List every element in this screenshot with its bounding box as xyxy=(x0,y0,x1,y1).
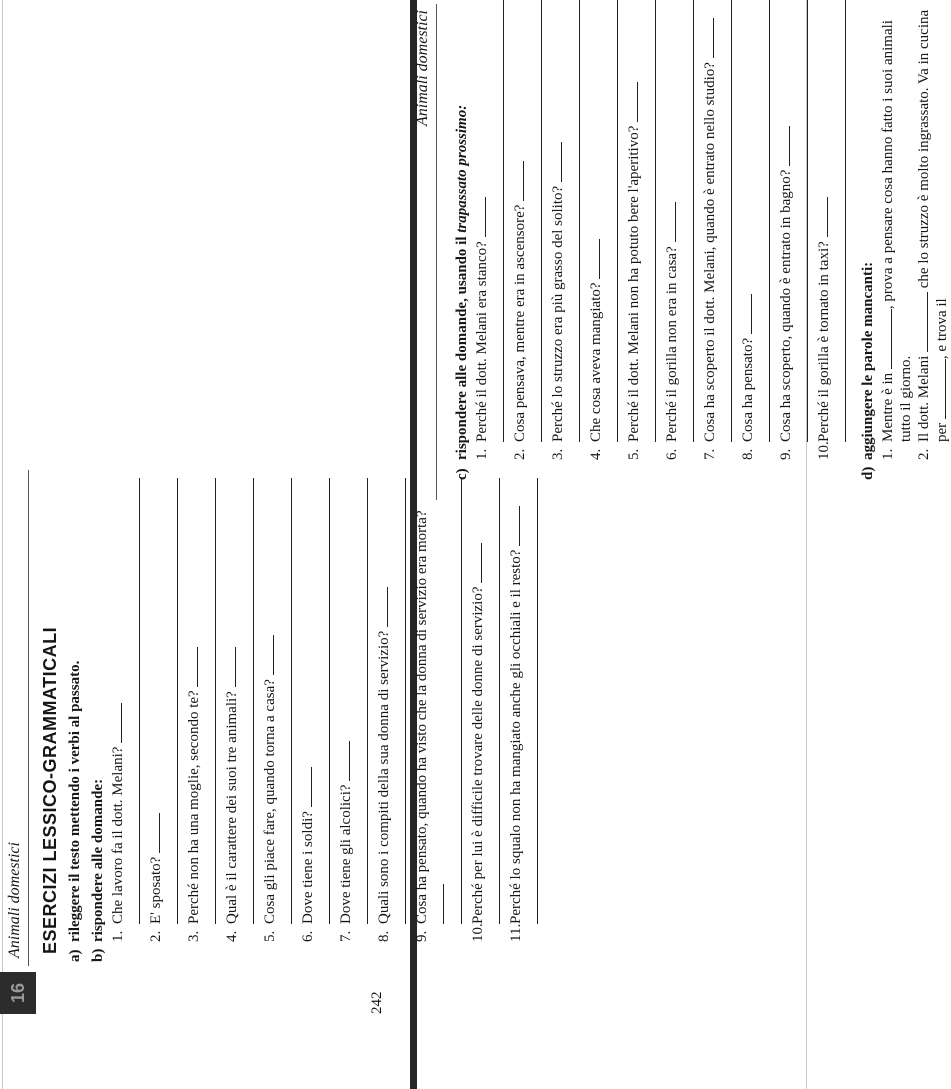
question-item xyxy=(223,478,241,942)
question-text: Dove tiene gli alcolici? xyxy=(338,784,354,924)
answer-line[interactable] xyxy=(807,0,808,442)
question-item xyxy=(511,0,529,460)
question-item xyxy=(587,0,605,460)
question-item xyxy=(549,0,567,460)
section-d xyxy=(860,0,877,480)
answer-blank[interactable] xyxy=(777,126,790,166)
fill-blank[interactable] xyxy=(879,309,892,369)
question-text: Perché il dott. Melani era stanco? xyxy=(474,241,490,442)
question-text: Dove tiene i soldi? xyxy=(300,811,316,924)
question-number: 9. xyxy=(778,448,794,460)
question-text: Che lavoro fa il dott. Melani? xyxy=(110,746,126,924)
section-a-text: rileggere il testo mettendo i verbi al passato. xyxy=(67,660,83,942)
fill-blank[interactable] xyxy=(915,292,928,352)
item-text: , prova a pensare cosa hanno fatto i suoi animali tutto il giorno. xyxy=(880,20,914,442)
running-head: Animali domestici xyxy=(414,10,431,126)
answer-line[interactable] xyxy=(367,478,368,924)
section-b-text: rispondere alle domande: xyxy=(90,778,106,942)
header-rule xyxy=(28,470,29,966)
answer-blank[interactable] xyxy=(299,767,312,807)
answer-line[interactable] xyxy=(139,478,140,924)
answer-line[interactable] xyxy=(537,478,538,924)
item-text: che lo struzzo è molto ingrassato. Va in cucina per xyxy=(916,9,950,442)
question-text: Quali sono i compiti della sua donna di servizio? xyxy=(376,630,392,924)
question-number: 3. xyxy=(550,448,566,460)
answer-line[interactable] xyxy=(845,0,846,442)
question-text: Cosa ha pensato, quando ha visto che la donna di servizio era morta? xyxy=(414,510,430,924)
item-text: Mentre è in xyxy=(880,372,896,442)
question-number: 10. xyxy=(470,923,486,942)
question-item xyxy=(469,478,487,942)
question-text: Perché non ha una moglie, secondo te? xyxy=(186,690,202,924)
page-243 xyxy=(408,0,950,500)
answer-blank[interactable] xyxy=(375,587,388,627)
question-item xyxy=(815,0,833,460)
answer-blank[interactable] xyxy=(147,813,160,853)
answer-blank[interactable] xyxy=(473,197,486,237)
question-number: 1. xyxy=(110,930,126,942)
answer-blank[interactable] xyxy=(587,239,600,279)
question-number: 6. xyxy=(300,930,316,942)
answer-blank[interactable] xyxy=(549,142,562,182)
item-number: 1. xyxy=(880,448,896,460)
question-text: Perché lo struzzo era più grasso del solito? xyxy=(550,185,566,442)
question-number: 3. xyxy=(186,930,202,942)
answer-line[interactable] xyxy=(253,478,254,924)
page-number: 242 xyxy=(369,991,385,1014)
page-body xyxy=(40,478,545,962)
answer-blank[interactable] xyxy=(663,203,676,243)
section-c-text: rispondere alle domande, usando il xyxy=(454,236,470,460)
fill-blank[interactable] xyxy=(933,359,946,419)
answer-line[interactable] xyxy=(541,0,542,442)
answer-blank[interactable] xyxy=(739,294,752,334)
section-marker: d) xyxy=(860,466,876,480)
question-item xyxy=(625,0,643,460)
section-marker: a) xyxy=(67,949,83,962)
fill-item xyxy=(879,0,915,460)
answer-line[interactable] xyxy=(499,478,500,924)
question-text: Perché per lui è difficile trovare delle donne di servizio? xyxy=(470,586,486,924)
answer-line[interactable] xyxy=(617,0,618,442)
answer-line[interactable] xyxy=(693,0,694,442)
item-text: , e trova il xyxy=(934,298,950,360)
question-item xyxy=(337,478,355,942)
answer-line[interactable] xyxy=(769,0,770,442)
section-c-emphasis: trapassato prossimo: xyxy=(454,104,470,233)
answer-blank[interactable] xyxy=(701,18,714,58)
section-c xyxy=(454,0,471,480)
exercise-title: ESERCIZI LESSICO-GRAMMATICALI xyxy=(40,626,60,954)
answer-line[interactable] xyxy=(177,478,178,924)
page-242 xyxy=(0,470,524,1014)
question-number: 8. xyxy=(740,448,756,460)
question-text: Perché lo squalo non ha mangiato anche gli occhiali e il resto? xyxy=(508,549,524,924)
answer-blank[interactable] xyxy=(185,647,198,687)
question-text: E' sposato? xyxy=(148,856,164,924)
question-text: Perché il gorilla è tornato in taxi? xyxy=(816,241,832,442)
answer-line[interactable] xyxy=(655,0,656,442)
question-number: 4. xyxy=(588,448,604,460)
question-text: Cosa ha scoperto il dott. Melani, quando è entrato nello studio? xyxy=(702,62,718,442)
section-d-text: aggiungere le parole mancanti: xyxy=(860,261,876,460)
answer-blank[interactable] xyxy=(431,884,444,924)
question-number: 7. xyxy=(338,930,354,942)
question-item xyxy=(663,0,681,460)
item-number: 2. xyxy=(916,448,932,460)
answer-blank[interactable] xyxy=(223,647,236,687)
section-marker: c) xyxy=(454,468,470,480)
question-item xyxy=(701,0,719,460)
question-item xyxy=(413,478,449,942)
chapter-tab: 16 xyxy=(0,972,36,1014)
answer-blank[interactable] xyxy=(815,197,828,237)
question-text: Cosa gli piace fare, quando torna a casa? xyxy=(262,679,278,924)
question-item xyxy=(109,478,127,942)
item-text: Il dott. Melani xyxy=(916,355,932,442)
question-text: Cosa pensava, mentre era in ascensore? xyxy=(512,204,528,442)
question-item xyxy=(739,0,757,460)
answer-line[interactable] xyxy=(291,478,292,924)
answer-line[interactable] xyxy=(503,0,504,442)
question-number: 11. xyxy=(508,923,524,942)
question-number: 4. xyxy=(224,930,240,942)
question-number: 7. xyxy=(702,448,718,460)
fill-item xyxy=(915,0,951,460)
question-text: Qual è il carattere dei suoi tre animali? xyxy=(224,691,240,924)
question-text: Perché il dott. Melani non ha potuto bere l'aperitivo? xyxy=(626,125,642,442)
question-text: Perché il gorilla non era in casa? xyxy=(664,246,680,442)
question-number: 2. xyxy=(148,930,164,942)
answer-blank[interactable] xyxy=(261,635,274,675)
running-head: Animali domestici xyxy=(6,842,23,958)
answer-blank[interactable] xyxy=(469,543,482,583)
section-a xyxy=(67,478,84,962)
question-text: Cosa ha scoperto, quando è entrato in bagno? xyxy=(778,169,794,442)
question-text: Che cosa aveva mangiato? xyxy=(588,282,604,442)
answer-blank[interactable] xyxy=(337,741,350,781)
answer-line[interactable] xyxy=(329,478,330,924)
answer-line[interactable] xyxy=(461,478,462,924)
question-number: 5. xyxy=(262,930,278,942)
question-item xyxy=(299,478,317,942)
question-list xyxy=(473,0,846,480)
question-number: 6. xyxy=(664,448,680,460)
question-number: 9. xyxy=(414,930,430,942)
section-b xyxy=(90,478,107,962)
answer-blank[interactable] xyxy=(511,161,524,201)
question-number: 8. xyxy=(376,930,392,942)
answer-line[interactable] xyxy=(579,0,580,442)
question-item xyxy=(375,478,393,942)
page-body xyxy=(448,0,951,480)
answer-blank[interactable] xyxy=(625,82,638,122)
header-rule xyxy=(436,4,437,500)
question-item xyxy=(473,0,491,460)
question-list xyxy=(109,478,538,962)
answer-line[interactable] xyxy=(405,478,406,924)
question-number: 2. xyxy=(512,448,528,460)
answer-blank[interactable] xyxy=(507,506,520,546)
question-number: 1. xyxy=(474,448,490,460)
question-item xyxy=(185,478,203,942)
answer-line[interactable] xyxy=(731,0,732,442)
question-item xyxy=(507,478,525,942)
question-number: 5. xyxy=(626,448,642,460)
answer-blank[interactable] xyxy=(109,703,122,743)
answer-line[interactable] xyxy=(215,478,216,924)
question-item xyxy=(261,478,279,942)
question-item xyxy=(147,478,165,942)
section-marker: b) xyxy=(90,948,106,962)
question-text: Cosa ha pensato? xyxy=(740,337,756,442)
question-item xyxy=(777,0,795,460)
question-number: 10. xyxy=(816,441,832,460)
